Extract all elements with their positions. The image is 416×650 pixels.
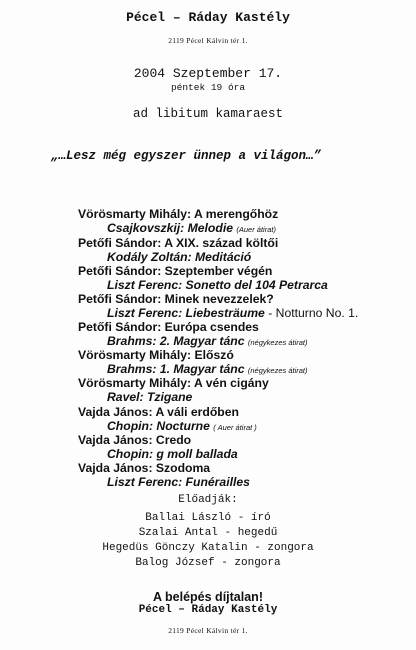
- program-item: Vajda János: Szodoma: [78, 461, 211, 475]
- program-item: Vörösmarty Mihály: A vén cigány: [78, 376, 269, 390]
- program-item: Vajda János: A váli erdőben: [78, 405, 239, 419]
- program-item: Petőfi Sándor: Európa csendes: [78, 320, 259, 334]
- performer-item: Hegedüs Gönczy Katalin - zongora: [102, 542, 314, 554]
- program-item: Liszt Ferenc: Sonetto del 104 Petrarca: [107, 278, 328, 292]
- performer-item: Szalai Antal - hegedű: [138, 527, 278, 539]
- program-item: Csajkovszkij: Melodie (Auer átirat): [107, 221, 276, 235]
- program-item: Vajda János: Credo: [78, 433, 192, 447]
- performer-item: Ballai László - író: [145, 512, 271, 524]
- performers-heading: Előadják:: [178, 494, 238, 506]
- program-item: Vörösmarty Mihály: Előszó: [78, 348, 234, 362]
- program-item: Vörösmarty Mihály: A merengőhöz: [78, 207, 279, 221]
- program-item: Petőfi Sándor: Szeptember végén: [78, 264, 273, 278]
- program-item: Petőfi Sándor: A XIX. század költői: [78, 236, 279, 250]
- venue-title: Pécel – Ráday Kastély: [126, 10, 290, 25]
- footer-venue: Pécel – Ráday Kastély: [138, 604, 278, 616]
- program-item: Ravel: Tzigane: [107, 390, 193, 404]
- program-item: Liszt Ferenc: Funérailles: [107, 475, 250, 489]
- event-time: péntek 19 óra: [170, 82, 246, 93]
- event-date: 2004 Szeptember 17.: [133, 66, 283, 81]
- performer-item: Balog József - zongora: [135, 557, 281, 569]
- footer-address: 2119 Pécel Kálvin tér 1.: [168, 626, 248, 635]
- program-item: Chopin: Nocturne ( Auer átirat ): [107, 419, 257, 433]
- event-motto: „…Lesz még egyszer ünnep a világon…”: [51, 149, 322, 163]
- program-item: Liszt Ferenc: Liebesträume - Notturno No. 1.: [107, 306, 359, 320]
- program-item: Brahms: 1. Magyar tánc (négykezes átirat): [107, 362, 308, 376]
- program-item: Brahms: 2. Magyar tánc (négykezes átirat): [107, 334, 308, 348]
- program-item: Kodály Zoltán: Meditáció: [107, 250, 252, 264]
- program-item: Chopin: g moll ballada: [107, 447, 238, 461]
- event-title: ad libitum kamaraest: [132, 107, 284, 121]
- free-entry-notice: A belépés díjtalan!: [153, 590, 263, 604]
- program-item: Petőfi Sándor: Minek nevezzelek?: [78, 292, 274, 306]
- venue-address: 2119 Pécel Kálvin tér 1.: [168, 36, 248, 45]
